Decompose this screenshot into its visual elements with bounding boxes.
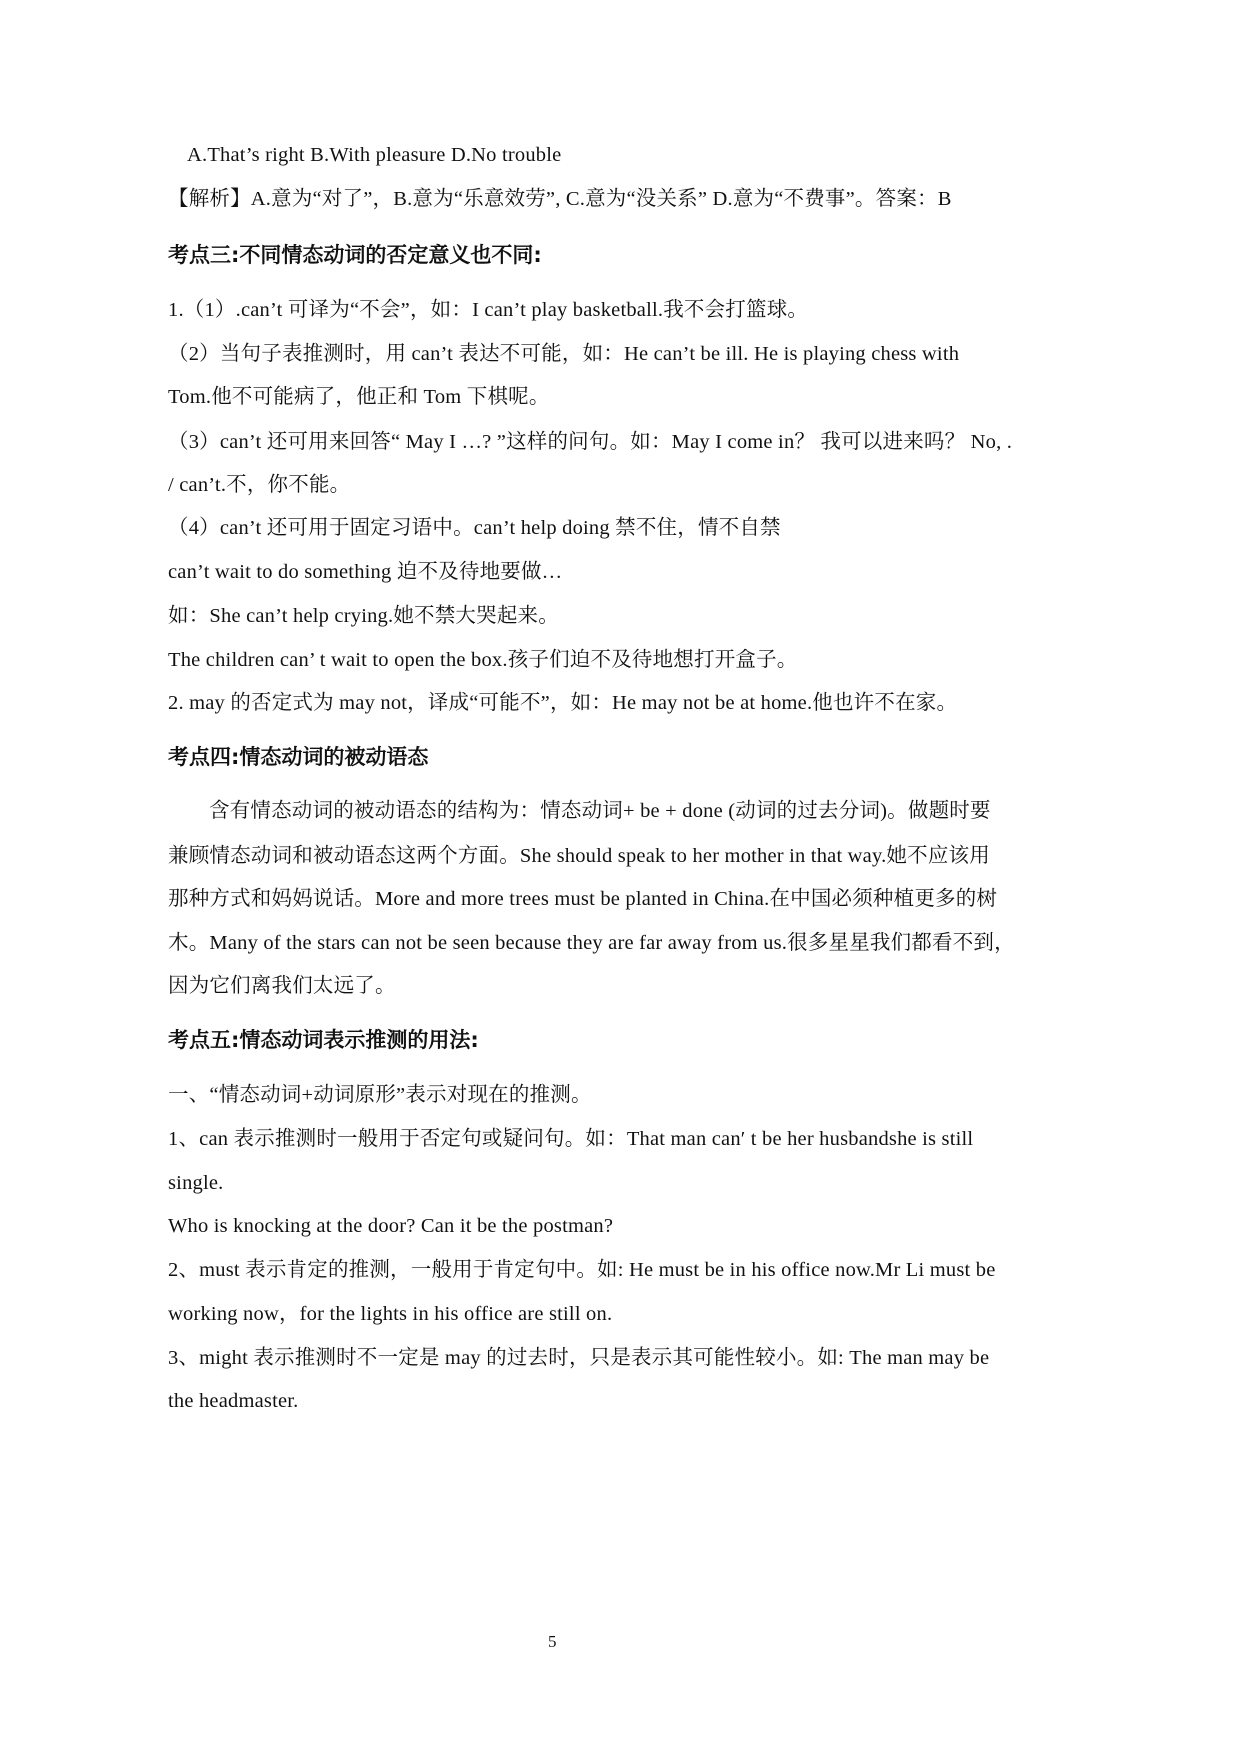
paragraph-line: 兼顾情态动词和被动语态这两个方面。She should speak to her mother in that way.她不应该用 bbox=[168, 845, 990, 867]
paragraph-line: 3、might 表示推测时不一定是 may 的过去时，只是表示其可能性较小。如: The man may be bbox=[168, 1347, 990, 1369]
paragraph-line: 2. may 的否定式为 may not，译成“可能不”，如：He may not be at home.他也许不在家。 bbox=[168, 692, 958, 714]
paragraph-line: （2）当句子表推测时，用 can’t 表达不可能，如：He can’t be ill. He is playing chess with bbox=[168, 343, 960, 365]
paragraph-line: 1.（1）.can’t 可译为“不会”，如：I can’t play basketball.我不会打篮球。 bbox=[168, 299, 809, 321]
paragraph-line: 木。Many of the stars can not be seen because they are far away from us.很多星星我们都看不到， bbox=[168, 932, 1015, 954]
paragraph-line: / can’t.不，你不能。 bbox=[168, 474, 351, 496]
paragraph-line: the headmaster. bbox=[168, 1390, 299, 1412]
paragraph-line: Who is knocking at the door? Can it be the postman? bbox=[168, 1215, 614, 1237]
paragraph-line: can’t wait to do something 迫不及待地要做… bbox=[168, 561, 563, 583]
paragraph-line: working now，for the lights in his office are still on. bbox=[168, 1303, 613, 1325]
answer-options: A.That’s right B.With pleasure D.No trouble bbox=[187, 144, 562, 166]
document-page bbox=[168, 0, 1058, 1754]
paragraph-line: The children can’ t wait to open the box.孩子们迫不及待地想打开盒子。 bbox=[168, 649, 798, 671]
paragraph-line: （3）can’t 还可用来回答“ May I …? ”这样的问句。如：May I come in？ 我可以进来吗？ No, . bbox=[168, 431, 1013, 453]
paragraph-line: 2、must 表示肯定的推测，一般用于肯定句中。如: He must be in his office now.Mr Li must be bbox=[168, 1259, 996, 1281]
page-number: 5 bbox=[548, 1632, 557, 1651]
section-heading-3: 考点三:不同情态动词的否定意义也不同: bbox=[168, 243, 542, 267]
paragraph-line: 含有情态动词的被动语态的结构为：情态动词+ be + done (动词的过去分词)。做题时要 bbox=[209, 800, 991, 822]
paragraph-line: 那种方式和妈妈说话。More and more trees must be planted in China.在中国必须种植更多的树 bbox=[168, 888, 998, 910]
paragraph-line: 1、can 表示推测时一般用于否定句或疑问句。如：That man can′ t be her husbandshe is still bbox=[168, 1128, 974, 1150]
analysis-line: 【解析】A.意为“对了”，B.意为“乐意效劳”, C.意为“没关系” D.意为“不费事”。答案：B bbox=[168, 188, 952, 210]
paragraph-line: （4）can’t 还可用于固定习语中。can’t help doing 禁不住，情不自禁 bbox=[168, 517, 781, 539]
paragraph-line: Tom.他不可能病了，他正和 Tom 下棋呢。 bbox=[168, 386, 550, 408]
paragraph-line: single. bbox=[168, 1172, 224, 1194]
paragraph-line: 因为它们离我们太远了。 bbox=[168, 975, 396, 997]
paragraph-line: 如：She can’t help crying.她不禁大哭起来。 bbox=[168, 605, 559, 627]
section-heading-4: 考点四:情态动词的被动语态 bbox=[168, 745, 429, 769]
section-heading-5: 考点五:情态动词表示推测的用法: bbox=[168, 1028, 479, 1052]
paragraph-line: 一、“情态动词+动词原形”表示对现在的推测。 bbox=[168, 1084, 592, 1106]
